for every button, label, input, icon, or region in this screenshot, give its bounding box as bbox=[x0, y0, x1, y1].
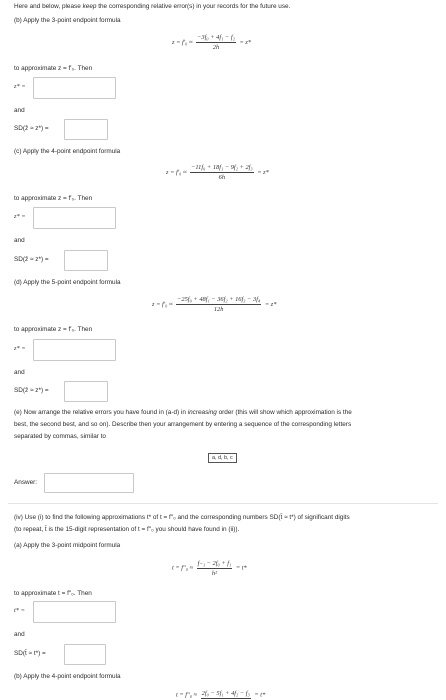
tstar-label-iv-a: t* = bbox=[14, 607, 25, 614]
and-label-iv-a: and bbox=[14, 631, 25, 638]
zstar-label-d: z* = bbox=[14, 345, 26, 352]
formula-iv-b: t = f″₀ ≈ 2f₀ − 5f₁ + 4f₂ − f₃ = t* bbox=[176, 690, 266, 699]
zstar-input-c[interactable] bbox=[33, 207, 116, 229]
formula-c: z = f′₀ ≈ $\frac{\text{−11f₀ + 18f₁ − 9f₂ + 2f₃}}{6h}$ = z* bbox=[166, 164, 269, 181]
sd-input-c[interactable] bbox=[64, 250, 108, 271]
zstar-input-b[interactable] bbox=[33, 77, 116, 99]
and-label-b: and bbox=[14, 107, 25, 114]
formula-d: z = f′₀ ≈ $\frac{\text{−25f₀ + 48f₁ − 36f₂ + 16f₃ − 3f₄}}{12h}$ = z* bbox=[152, 296, 277, 313]
section-b-heading: (b) Apply the 3-point endpoint formula bbox=[14, 17, 121, 24]
zstar-input-d[interactable] bbox=[33, 339, 116, 361]
approx-text-c: to approximate z = f′₀. Then bbox=[14, 195, 93, 202]
sd-input-d[interactable] bbox=[64, 381, 108, 402]
answer-input[interactable] bbox=[44, 473, 134, 493]
formula-iv-a: t = f″₀ ≈ $\frac{\text{f₋₁ − 2f₀ + f₁}}{\text{h²}}$ = t* bbox=[172, 560, 247, 577]
zstar-label-c: z* = bbox=[14, 213, 26, 220]
section-e-line3: separated by commas, similar to bbox=[14, 433, 106, 440]
section-c-heading: (c) Apply the 4-point endpoint formula bbox=[14, 148, 121, 155]
section-iv-a-heading: (a) Apply the 3-point midpoint formula bbox=[14, 542, 121, 549]
sd-label-c: SD(z̄ ≈ z*) = bbox=[14, 256, 49, 263]
approx-text-iv-a: to approximate t = f″₀. Then bbox=[14, 590, 92, 597]
sd-label-b: SD(z̄ ≈ z*) = bbox=[14, 125, 49, 132]
section-iv-line1: (iv) Use (i) to find the following approximations t* of t = f″₀ and the corresponding numbers SD(t̄ ≈ t*) of significant digits bbox=[14, 514, 350, 521]
section-e-line1: (e) Now arrange the relative errors you have found in (a-d) in increasing order (this will show which approximation is the bbox=[14, 409, 352, 416]
and-label-d: and bbox=[14, 369, 25, 376]
section-iv-line2: (to repeat, t̄ is the 15-digit representation of t = f″₀ you should have found in (ii)). bbox=[14, 526, 240, 533]
section-d-heading: (d) Apply the 5-point endpoint formula bbox=[14, 279, 121, 286]
section-divider bbox=[8, 503, 438, 504]
section-iv-b-heading: (b) Apply the 4-point endpoint formula bbox=[14, 673, 121, 680]
formula-b: z = f′₀ ≈ $\frac{\text{−3f₀ + 4f₁ − f₂}}{2h}$ = z* bbox=[172, 34, 252, 51]
and-label-c: and bbox=[14, 237, 25, 244]
zstar-label-b: z* = bbox=[14, 83, 26, 90]
section-e-line2: best, the second best, and so on). Describe then your arrangement by entering a sequence of the corresponding letters bbox=[14, 421, 352, 428]
sd-input-b[interactable] bbox=[64, 119, 108, 140]
tstar-input-iv-a[interactable] bbox=[33, 601, 116, 623]
intro-text: Here and below, please keep the corresponding relative error(s) in your records for the future use. bbox=[14, 3, 291, 10]
sd-input-iv-a[interactable] bbox=[64, 644, 106, 665]
sd-label-iv-a: SD(t̄ ≈ t*) = bbox=[14, 650, 46, 657]
approx-text-d: to approximate z = f′₀. Then bbox=[14, 326, 93, 333]
approx-text-b: to approximate z = f′₀. Then bbox=[14, 65, 93, 72]
answer-label: Answer: bbox=[14, 479, 38, 486]
sd-label-d: SD(z̄ ≈ z*) = bbox=[14, 387, 49, 394]
example-sequence: a, d, b, c bbox=[208, 453, 237, 463]
